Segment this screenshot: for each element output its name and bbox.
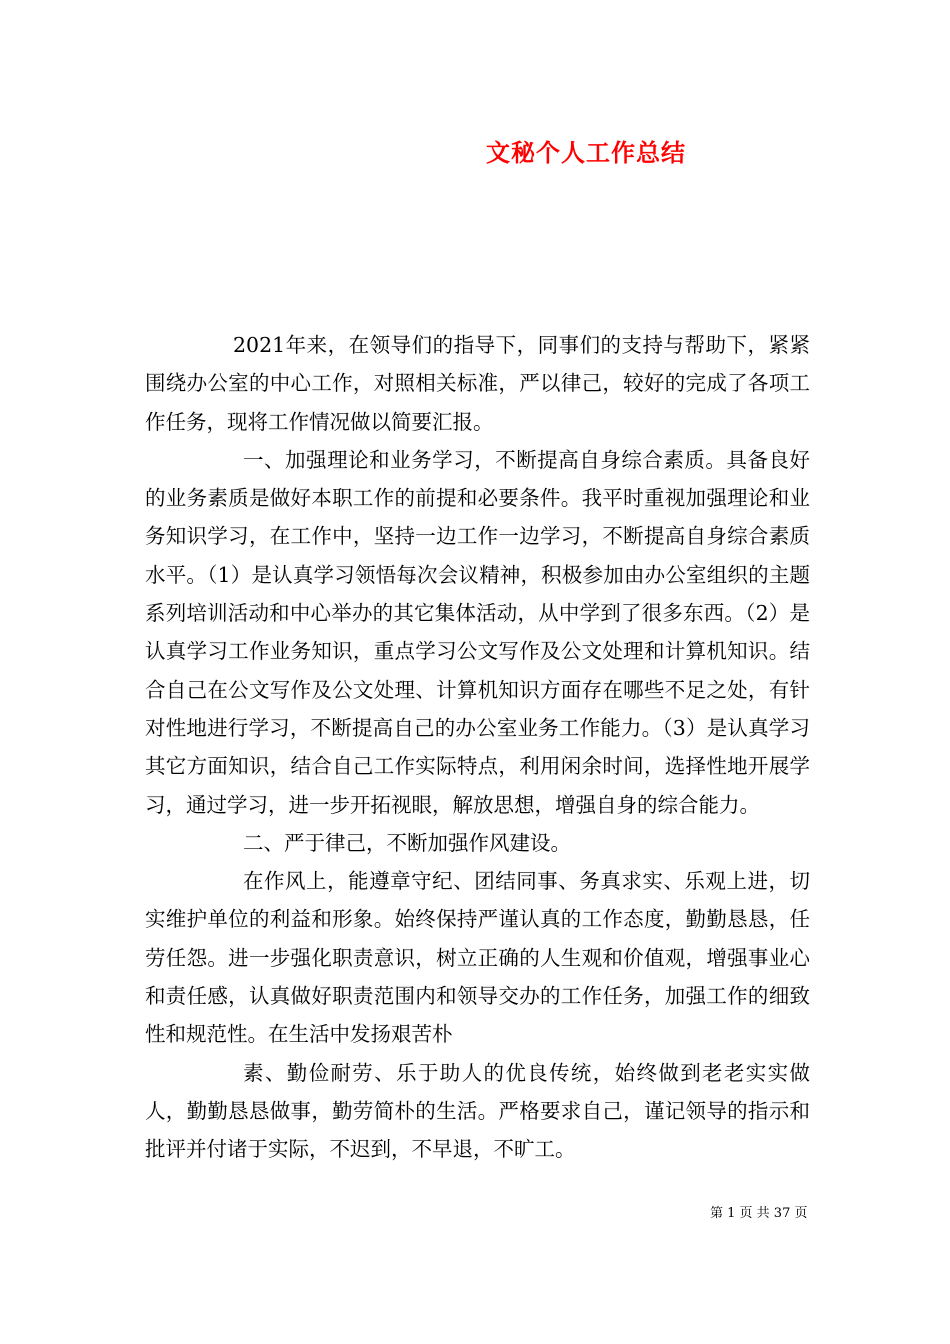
paragraph-work-style-continued: 素、勤俭耐劳、乐于助人的优良传统，始终做到老老实实做人，勤勤恳恳做事，勤劳简朴的生活。严格要求自己，谨记领导的指示和批评并付诸于实际，不迟到，不早退，不旷工。 [145,1060,810,1162]
paragraph-section-one: 一、加强理论和业务学习，不断提高自身综合素质。具备良好的业务素质是做好本职工作的前提和必要条件。我平时重视加强理论和业务知识学习，在工作中，坚持一边工作一边学习，不断提高自身综合素质水平。（1）是认真学习领悟每次会议精神，积极参加由办公室组织的主题系列培训活动和中心举办的其它集体活动，从中学到了很多东西。（2）是认真学习工作业务知识，重点学习公文写作及公文处理和计算机知识。结合自己在公文写作及公文处理、计算机知识方面存在哪些不足之处，有针对性地进行学习，不断提高自己的办公室业务工作能力。（3）是认真学习其它方面知识，结合自己工作实际特点，利用闲余时间，选择性地开展学习，通过学习，进一步开拓视眼，解放思想，增强自身的综合能力。 [145,447,810,817]
paragraph-section-two-heading: 二、严于律己，不断加强作风建设。 [243,830,571,855]
document-body [145,326,810,1169]
document-title: 文秘个人工作总结 [486,138,686,167]
paragraph-intro: 2021年来，在领导们的指导下，同事们的支持与帮助下，紧紧围绕办公室的中心工作，对照相关标准，严以律己，较好的完成了各项工作任务，现将工作情况做以简要汇报。 [145,333,810,434]
page-number-footer: 第 1 页 共 37 页 [710,1206,808,1221]
paragraph-work-style: 在作风上，能遵章守纪、团结同事、务真求实、乐观上进，切实维护单位的利益和形象。始终保持严谨认真的工作态度，勤勤恳恳，任劳任怨。进一步强化职责意识，树立正确的人生观和价值观，增强事业心和责任感，认真做好职责范围内和领导交办的工作任务，加强工作的细致性和规范性。在生活中发扬艰苦朴 [145,869,810,1047]
